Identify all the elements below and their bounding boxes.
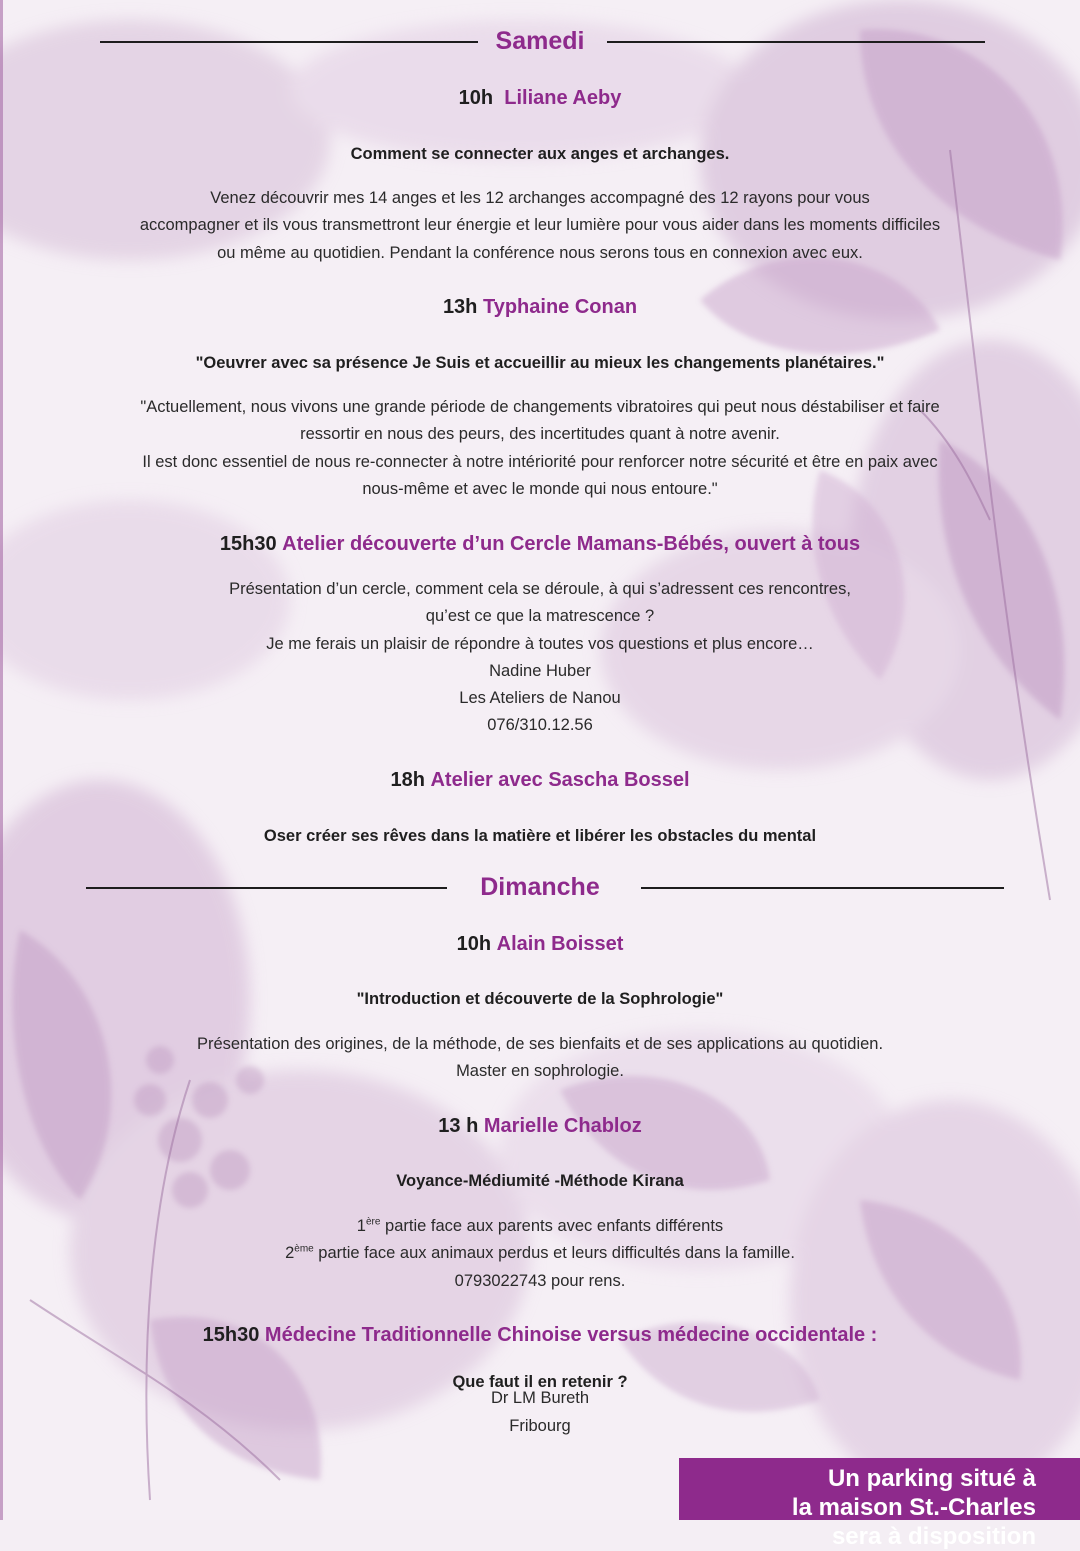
session-subtitle: Voyance-Médiumité -Méthode Kirana — [396, 1172, 684, 1190]
session-time: 13h — [442, 296, 478, 318]
day-title: Dimanche — [480, 873, 600, 901]
sunday-heading — [0, 867, 1080, 907]
description-line: Les Ateliers de Nanou — [459, 689, 621, 708]
session-title — [0, 1113, 1080, 1139]
description-line: ou même au quotidien. Pendant la conférence nous serons tous en connexion avec eux. — [217, 243, 863, 262]
session-subtitle: "Introduction et découverte de la Sophrologie" — [356, 990, 724, 1008]
ordinal-number: 2 — [285, 1244, 295, 1263]
session-speaker: Médecine Traditionnelle Chinoise versus médecine occidentale : — [264, 1324, 878, 1346]
description-line: qu’est ce que la matrescence ? — [425, 607, 655, 626]
session-description — [0, 576, 1080, 740]
session-time: 18h — [390, 769, 425, 791]
description-line: accompagner et ils vous transmettront leur énergie et leur lumière pour vous aider dans les moments difficiles — [139, 216, 941, 235]
description-line: Nadine Huber — [489, 661, 591, 680]
day-title: Samedi — [495, 27, 585, 55]
ordinal-number: 1 — [356, 1217, 366, 1235]
parking-line: sera à disposition — [831, 1523, 1036, 1550]
description-line — [0, 1213, 1080, 1240]
description-line: ressortir en nous des peurs, des incertitudes quant à notre avenir. — [300, 425, 780, 444]
description-line: 076/310.12.56 — [487, 716, 593, 735]
description-line — [0, 1240, 1080, 1267]
session-speaker: Atelier avec Sascha Bossel — [430, 769, 690, 791]
session-description — [0, 1213, 1080, 1295]
description-line: Présentation des origines, de la méthode, de ses bienfaits et de ses applications au quotidien. — [196, 1035, 884, 1053]
parking-notice — [676, 1464, 1036, 1551]
description-line: Fribourg — [509, 1416, 571, 1435]
session-title — [0, 767, 1080, 793]
description-text: partie face aux animaux perdus et leurs difficultés dans la famille. — [313, 1244, 795, 1263]
session-title — [0, 531, 1080, 557]
session-time: 10h — [458, 87, 494, 109]
description-line: Présentation d’un cercle, comment cela se déroule, à qui s’adressent ces rencontres, — [229, 580, 851, 598]
session-subtitle: "Oeuvrer avec sa présence Je Suis et accueillir au mieux les changements planétaires." — [195, 354, 885, 372]
session-description — [0, 185, 1080, 267]
session-subtitle: Comment se connecter aux anges et archanges. — [350, 145, 730, 163]
session-subtitle: Oser créer ses rêves dans la matière et libérer les obstacles du mental — [263, 827, 817, 845]
session-title — [0, 294, 1080, 320]
session-title — [0, 85, 1080, 111]
saturday-heading — [0, 21, 1080, 61]
ordinal-suffix: ème — [294, 1243, 314, 1255]
parking-line: Un parking situé à — [827, 1465, 1036, 1492]
description-line: nous-même et avec le monde qui nous entoure." — [362, 479, 718, 498]
description-line: Dr LM Bureth — [490, 1389, 590, 1408]
session-title — [0, 931, 1080, 957]
session-title — [0, 1322, 1080, 1348]
parking-line: la maison St.-Charles — [791, 1494, 1036, 1521]
description-line: Je me ferais un plaisir de répondre à toutes vos questions et plus encore… — [266, 634, 814, 653]
session-time: 15h30 — [219, 533, 277, 555]
session-time: 13 h — [438, 1115, 479, 1137]
session-time: 10h — [456, 933, 492, 955]
session-speaker: Typhaine Conan — [482, 296, 638, 318]
session-speaker: Liliane Aeby — [504, 87, 622, 109]
session-time: 15h30 — [202, 1324, 260, 1346]
description-line: Il est donc essentiel de nous re-connecter à notre intériorité pour renforcer notre sécurité et être en paix avec — [142, 452, 938, 471]
session-speaker: Alain Boisset — [496, 933, 624, 955]
description-line: "Actuellement, nous vivons une grande période de changements vibratoires qui peut nous déstabiliser et faire — [140, 398, 940, 416]
description-line: Venez découvrir mes 14 anges et les 12 archanges accompagné des 12 rayons pour vous — [210, 189, 870, 207]
description-line: 0793022743 pour rens. — [454, 1271, 626, 1290]
description-line: Master en sophrologie. — [456, 1062, 624, 1081]
description-text: partie face aux parents avec enfants différents — [380, 1217, 724, 1235]
session-speaker: Marielle Chabloz — [483, 1115, 642, 1137]
session-description — [0, 1358, 1080, 1440]
session-subtitle: Que faut il en retenir ? — [452, 1373, 628, 1391]
session-description — [0, 1031, 1080, 1086]
ordinal-suffix: ère — [365, 1216, 381, 1228]
session-speaker: Atelier découverte d’un Cercle Mamans-Bébés, ouvert à tous — [282, 533, 861, 555]
session-description — [0, 394, 1080, 503]
